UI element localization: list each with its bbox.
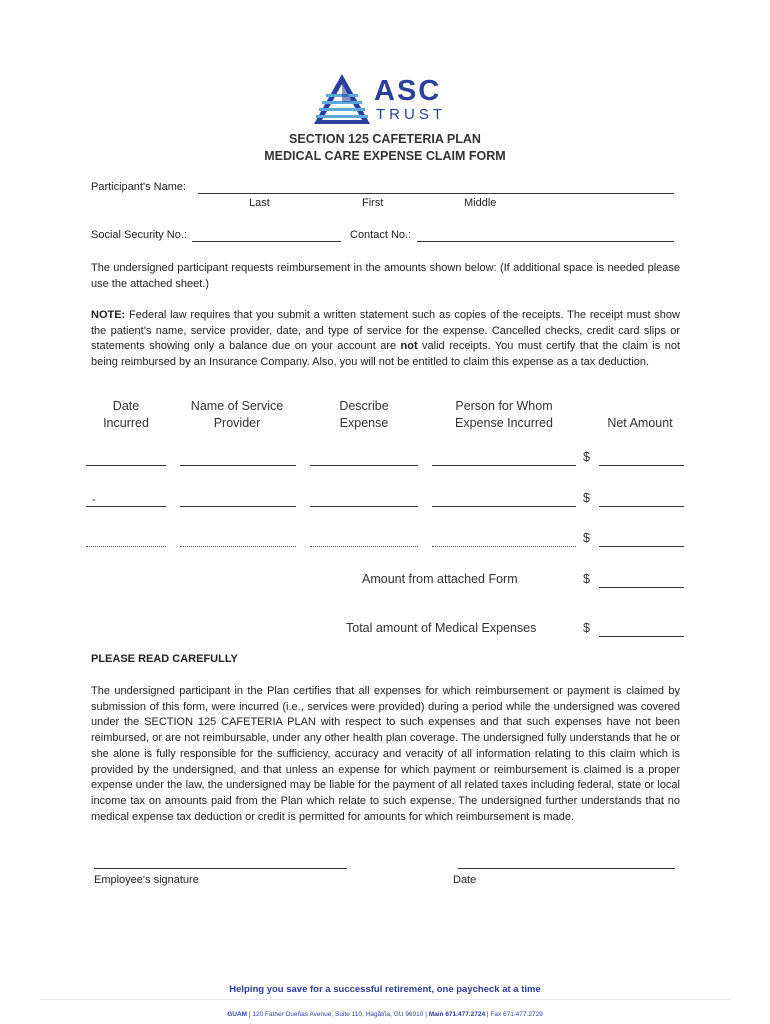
footer-street: | 120 Father Dueñas Avenue, Suite 110, Hagåtña, GU 96910 | [247, 1011, 429, 1018]
row1-amount-field[interactable] [599, 465, 684, 466]
participant-name-field[interactable] [198, 193, 674, 194]
row2-currency: $ [583, 491, 590, 505]
employee-signature-label: Employee's signature [94, 874, 199, 886]
row3-date-field[interactable] [86, 546, 166, 547]
ssn-field[interactable] [192, 241, 341, 242]
row2-date-field[interactable] [86, 506, 166, 507]
header-describe-expense: Describe Expense [339, 399, 389, 430]
row3-currency: $ [583, 531, 590, 545]
certification-paragraph: The undersigned participant in the Plan certifies that all expenses for which reimbursement or payment is claimed by submission of this form, were incurred (i.e., services were provided) during a period while the undersigned was covered under the SECTION 125 CAFETERIA PLAN with respect to such expenses and that such expenses have not been reimbursed, or are not reimbursable, under any other health plan coverage. The undersigned fully understands that he or she alone is fully responsible for the sufficiency, accuracy and veracity of all information relating to this claim which is provided by the undersigned, and that unless an expense for which payment or reimbursement is claimed is a proper expense under the law, the undersigned may be liable for the payment of all related taxes including federal, state or local income tax on amounts paid from the Plan which relate to such expense. The undersigned further understands that no medical expense tax deduction or credit is permitted for amounts for which reimbursement is made. [91, 685, 680, 823]
asc-trust-logo-mark [312, 72, 376, 126]
note-label: NOTE: [91, 309, 126, 321]
title-line-2: MEDICAL CARE EXPENSE CLAIM FORM [264, 149, 506, 163]
footer-main-phone: Main 671.477.2724 [428, 1011, 486, 1018]
row1-person-field[interactable] [432, 465, 576, 466]
name-middle-caption: Middle [464, 197, 497, 209]
total-label: Total amount of Medical Expenses [346, 621, 537, 635]
name-last-caption: Last [249, 197, 270, 209]
footer-divider [40, 999, 730, 1000]
note-paragraph [91, 308, 680, 371]
attached-currency: $ [583, 572, 590, 586]
title-line-1: SECTION 125 CAFETERIA PLAN [289, 132, 481, 146]
row2-amount-field[interactable] [599, 506, 684, 507]
row1-currency: $ [583, 450, 590, 464]
contact-field[interactable] [417, 241, 674, 242]
row3-amount-field[interactable] [599, 546, 684, 547]
intro-paragraph: The undersigned participant requests reimbursement in the amounts shown below: (If additional space is needed please use the attached sheet.) [91, 262, 680, 290]
footer-separator: | [485, 1011, 491, 1018]
footer-address [0, 1011, 770, 1018]
footer-city: GUAM [227, 1011, 248, 1018]
footer-tagline: Helping you save for a successful retirement, one paycheck at a time [229, 984, 541, 995]
name-first-caption: First [362, 197, 384, 209]
row3-describe-field[interactable] [310, 546, 418, 547]
participant-name-label: Participant's Name: [91, 181, 187, 193]
row2-provider-field[interactable] [180, 506, 296, 507]
note-text-1: Federal law requires that you submit a written statement such as copies of the receipts. The receipt must show the patient’s name, service provider, date, and type of service for the expense. Cancelled checks, credit card slips or statements showing only a balance due on your account are [91, 309, 680, 353]
ssn-label: Social Security No.: [91, 229, 187, 241]
row3-provider-field[interactable] [180, 546, 296, 547]
signature-date-label: Date [453, 874, 477, 886]
footer-fax: Fax 671.477.2729 [490, 1011, 543, 1018]
row1-describe-field[interactable] [310, 465, 418, 466]
row2-describe-field[interactable] [310, 506, 418, 507]
form-title [0, 131, 770, 165]
header-service-provider: Name of Service Provider [190, 399, 284, 430]
total-currency: $ [583, 621, 590, 635]
header-net-amount: Net Amount [607, 416, 673, 430]
attached-amount-field[interactable] [599, 587, 684, 588]
total-amount-field[interactable] [599, 636, 684, 637]
please-read-heading: PLEASE READ CAREFULLY [91, 653, 238, 665]
logo [312, 72, 452, 126]
note-bold-not: not [400, 340, 418, 353]
header-date-incurred: Date Incurred [103, 399, 149, 430]
note-text-2: valid receipts. You must certify that the claim is not being reimbursed by an Insurance Company. Also, you will not be entitled to claim this expense as a tax deduction. [91, 340, 681, 369]
logo-text-asc: ASC [374, 75, 442, 107]
row1-date-field[interactable] [86, 465, 166, 466]
attached-form-label: Amount from attached Form [362, 572, 518, 586]
row2-mark: - [92, 494, 96, 506]
contact-label: Contact No.: [350, 229, 412, 241]
row3-person-field[interactable] [432, 546, 576, 547]
header-person: Person for Whom Expense Incurred [455, 399, 553, 430]
signature-date-field[interactable] [458, 868, 675, 869]
row2-person-field[interactable] [432, 506, 576, 507]
logo-text-trust: TRUST [376, 106, 446, 123]
row1-provider-field[interactable] [180, 465, 296, 466]
employee-signature-field[interactable] [94, 868, 347, 869]
